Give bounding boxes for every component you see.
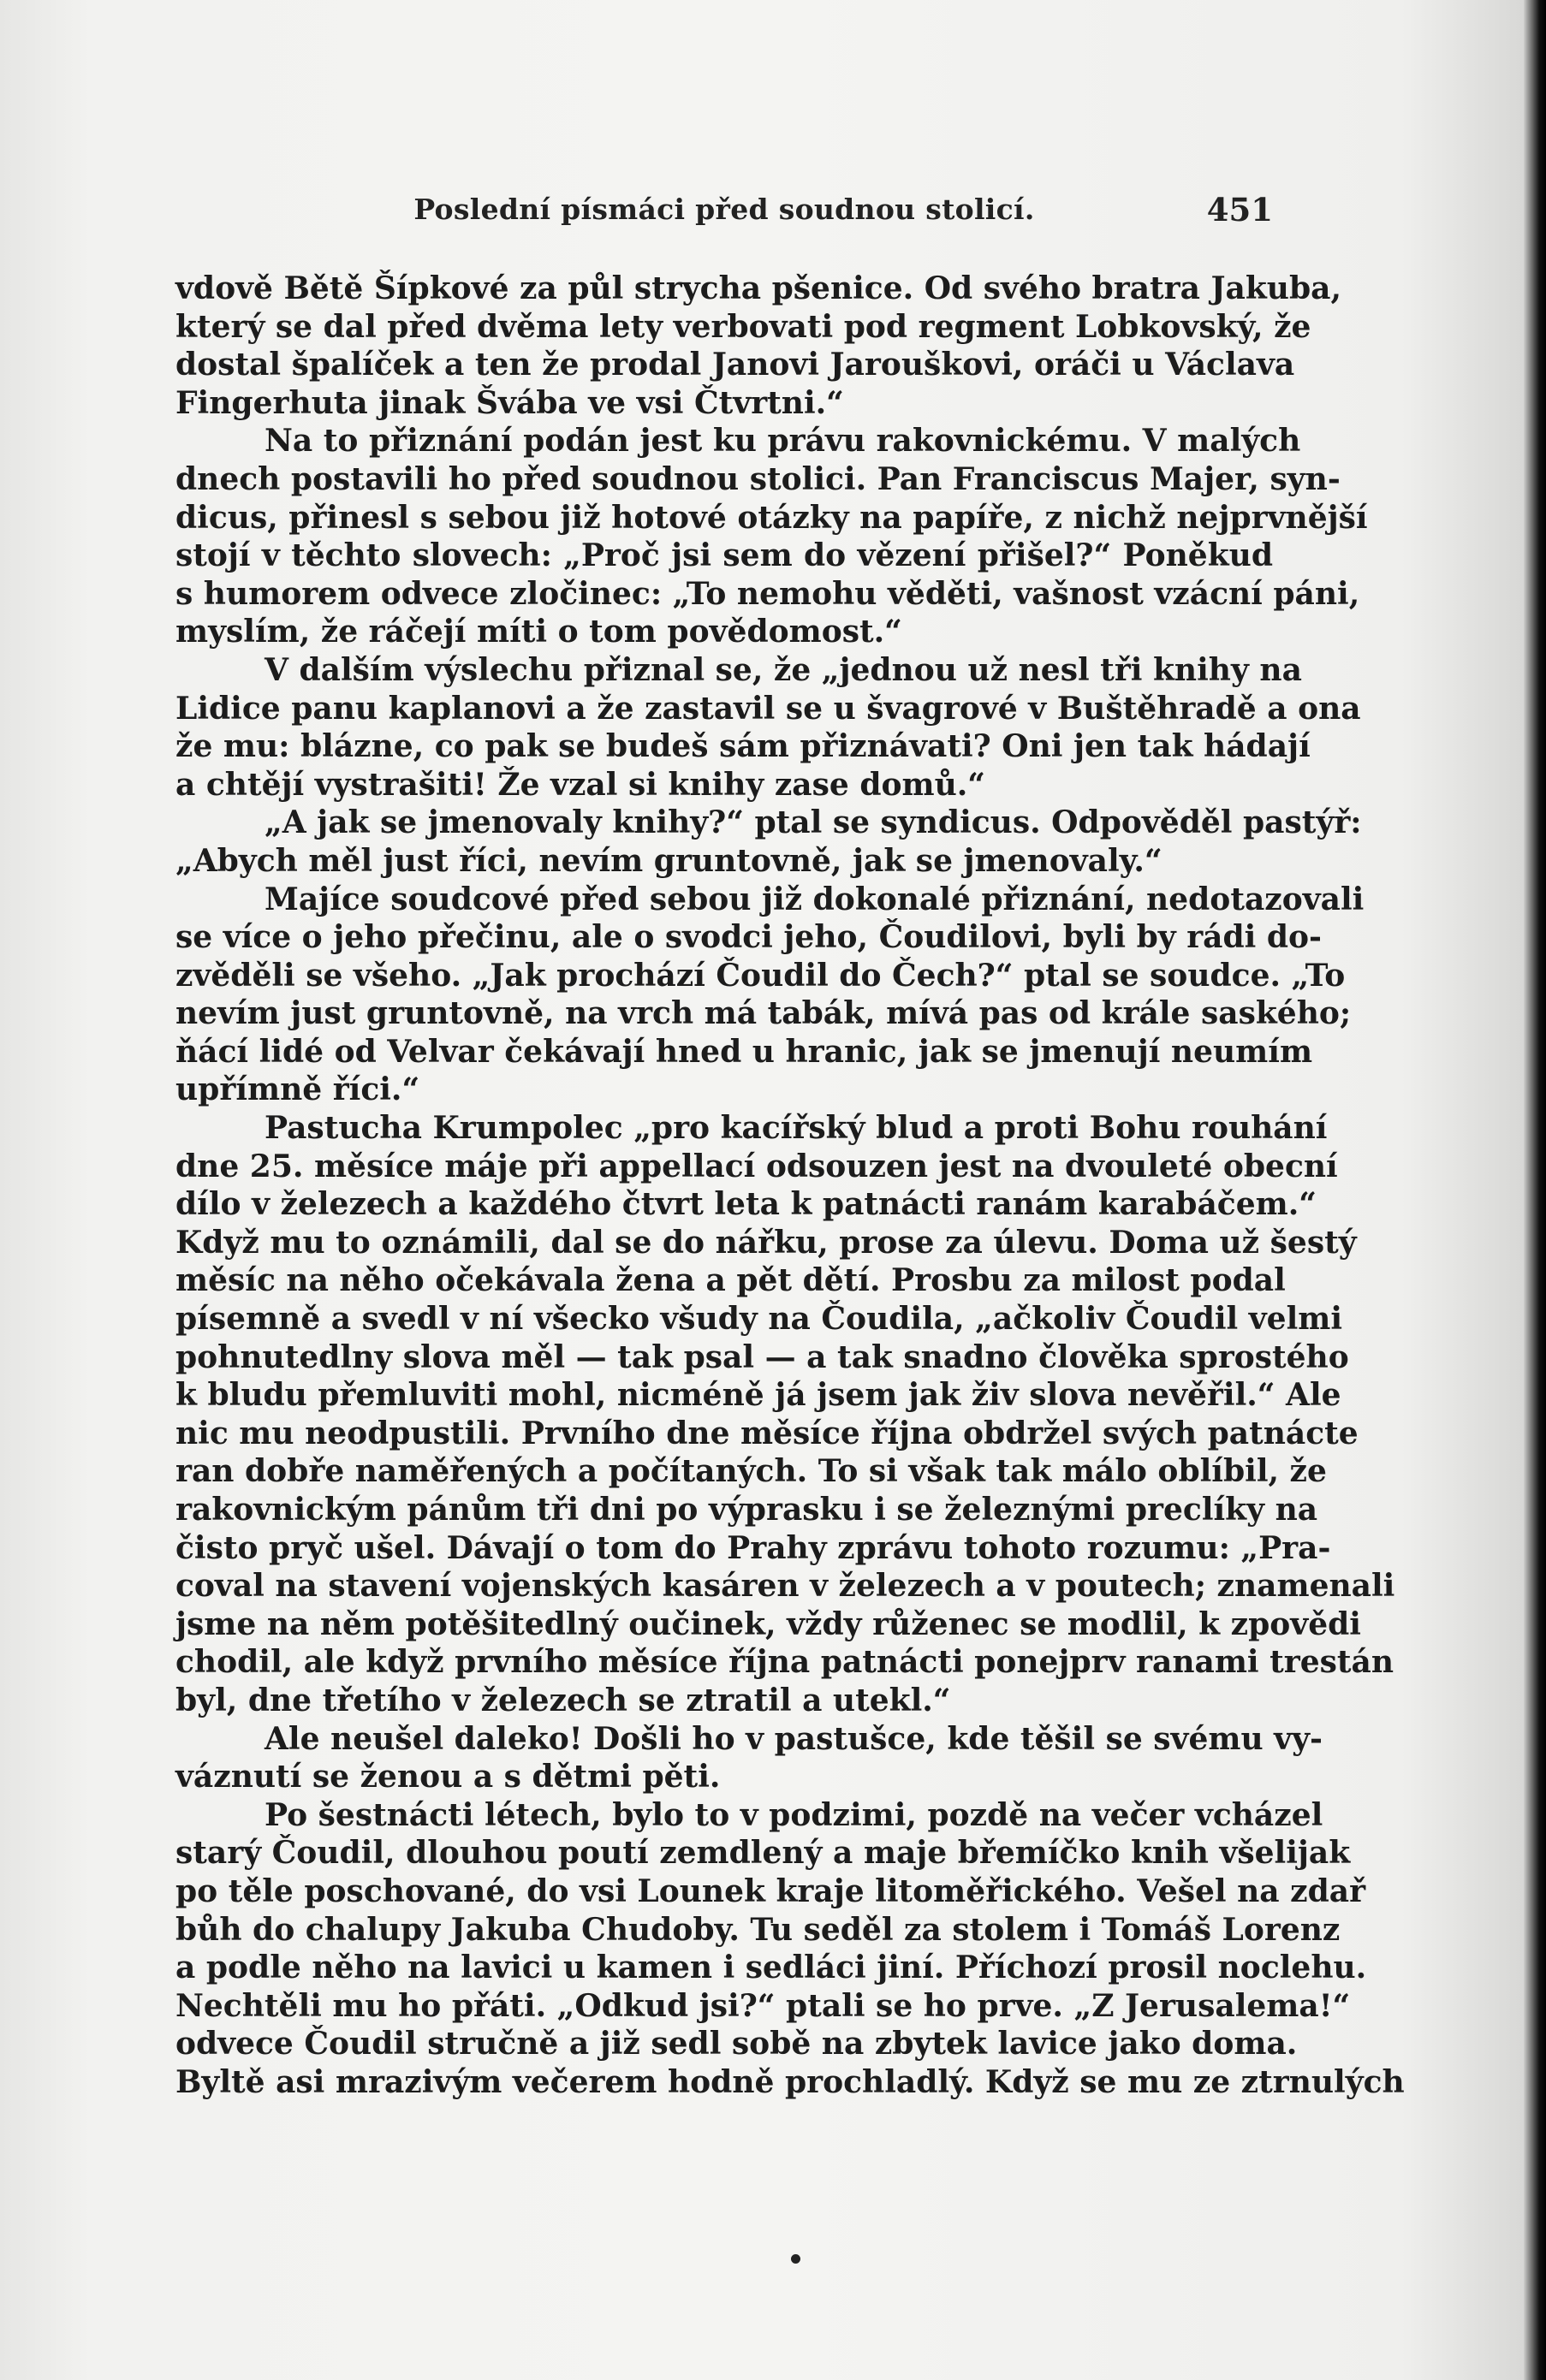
text-line: měsíc na něho očekávala žena a pět dětí. Prosbu za milost podal [175,1262,1286,1299]
text-line: „Abych měl just říci, nevím gruntovně, jak se jmenovaly.“ [175,842,1162,879]
text-line: a podle něho na lavici u kamen i sedláci jiní. Příchozí prosil noclehu. [175,1950,1367,1986]
text-line: Nechtěli mu ho přáti. „Odkud jsi?“ ptali se ho prve. „Z Jerusalema!“ [175,1987,1351,2024]
text-line: coval na stavení vojenských kasáren v železech a v poutech; znamenali [175,1568,1395,1605]
scan-edge [1524,0,1546,2380]
text-line: čisto pryč ušel. Dávají o tom do Prahy zprávu tohoto rozumu: „Pra- [175,1529,1331,1566]
text-line: dne 25. měsíce máje při appellací odsouzen jest na dvouleté obecní [175,1148,1338,1184]
text-line: starý Čoudil, dlouhou poutí zemdlený a maje břemíčko knih všelijak [175,1835,1351,1872]
text-line: ňácí lidé od Velvar čekávají hned u hranic, jak se jmenují neumím [175,1033,1313,1070]
text-line: zvěděli se všeho. „Jak prochází Čoudil do Čech?“ ptal se soudce. „To [175,957,1346,994]
text-line: se více o jeho přečinu, ale o svodci jeho, Čoudilovi, byli by rádi do- [175,919,1322,956]
text-line: že mu: blázne, co pak se budeš sám přiznávati? Oni jen tak hádají [175,728,1311,765]
page-number: 451 [1206,191,1273,229]
text-line: k bludu přemluviti mohl, nicméně já jsem jak živ slova nevěřil.“ Ale [175,1377,1341,1414]
text-line: chodil, ale když prvního měsíce října patnácti ponejprv ranami trestán [175,1644,1394,1681]
text-line: Na to přiznání podán jest ku právu rakovnickému. V malých [265,423,1301,460]
text-line: Ale neušel daleko! Došli ho v pastušce, kde těšil se svému vy- [265,1720,1323,1757]
text-line: jsme na něm potěšitedlný oučinek, vždy růženec se modlil, k zpovědi [175,1605,1361,1642]
running-title: Poslední písmáci před soudnou stolicí. [413,193,1035,226]
text-line: rakovnickým pánům tři dni po výprasku i se železnými preclíky na [175,1492,1318,1528]
text-line: nevím just gruntovně, na vrch má tabák, mívá pas od krále saského; [175,995,1352,1032]
text-line: dílo v železech a každého čtvrt leta k patnácti ranám karabáčem.“ [175,1186,1317,1223]
text-line: byl, dne třetího v železech se ztratil a utekl.“ [175,1682,951,1718]
text-line: nic mu neodpustili. Prvního dne měsíce října obdržel svých patnácte [175,1415,1359,1451]
text-line: ran dobře naměřených a počítaných. To si však tak málo oblíbil, že [175,1453,1327,1490]
text-line: Pastucha Krumpolec „pro kacířský blud a proti Bohu rouhání [265,1110,1328,1147]
text-line: Byltě asi mrazivým večerem hodně prochladlý. Když se mu ze ztrnulých [175,2063,1405,2100]
text-line: stojí v těchto slovech: „Proč jsi sem do vězení přišel?“ Poněkud [175,537,1273,574]
text-line: Fingerhuta jinak Švába ve vsi Čtvrtni.“ [175,384,844,421]
text-line: Majíce soudcové před sebou již dokonalé přiznání, nedotazovali [265,881,1365,917]
text-line: bůh do chalupy Jakuba Chudoby. Tu seděl za stolem i Tomáš Lorenz [175,1911,1341,1948]
text-line: váznutí se ženou a s dětmi pěti. [175,1759,721,1795]
text-line: „A jak se jmenovaly knihy?“ ptal se syndicus. Odpověděl pastýř: [265,804,1362,841]
text-line: s humorem odvece zločinec: „To nemohu věděti, vašnost vzácní páni, [175,575,1360,612]
text-line: Když mu to oznámili, dal se do nářku, prose za úlevu. Doma už šestý [175,1224,1357,1261]
text-line: vdově Bětě Šípkové za půl strycha pšenice. Od svého bratra Jakuba, [175,270,1341,306]
text-line: písemně a svedl v ní všecko všudy na Čoudila, „ačkoliv Čoudil velmi [175,1301,1343,1338]
text-line: dostal špalíček a ten že prodal Janovi Jarouškovi, oráči u Václava [175,347,1295,383]
page-header [175,193,1273,244]
text-line: který se dal před dvěma lety verbovati pod regment Lobkovský, že [175,308,1311,345]
text-line: myslím, že ráčejí míti o tom povědomost.“ [175,614,902,650]
text-line: Po šestnácti létech, bylo to v podzimi, pozdě na večer vcházel [265,1796,1323,1833]
text-line: V dalším výslechu přiznal se, že „jednou už nesl tři knihy na [265,651,1302,688]
text-line: pohnutedlny slova měl — tak psal — a tak snadno člověka sprostého [175,1338,1349,1375]
print-mark [791,2254,800,2264]
text-line: po těle poschované, do vsi Lounek kraje litoměřického. Vešel na zdař [175,1873,1366,1909]
text-line: upřímně říci.“ [175,1071,420,1108]
text-line: Lidice panu kaplanovi a že zastavil se u švagrové v Buštěhradě a ona [175,690,1361,727]
text-line: a chtějí vystrašiti! Že vzal si knihy zase domů.“ [175,766,986,803]
text-line: odvece Čoudil stručně a již sedl sobě na zbytek lavice jako doma. [175,2026,1298,2062]
text-line: dnech postavili ho před soudnou stolici. Pan Franciscus Majer, syn- [175,460,1341,497]
body-text [175,270,1405,2102]
text-line: dicus, přinesl s sebou již hotové otázky na papíře, z nichž nejprvnější [175,499,1368,536]
